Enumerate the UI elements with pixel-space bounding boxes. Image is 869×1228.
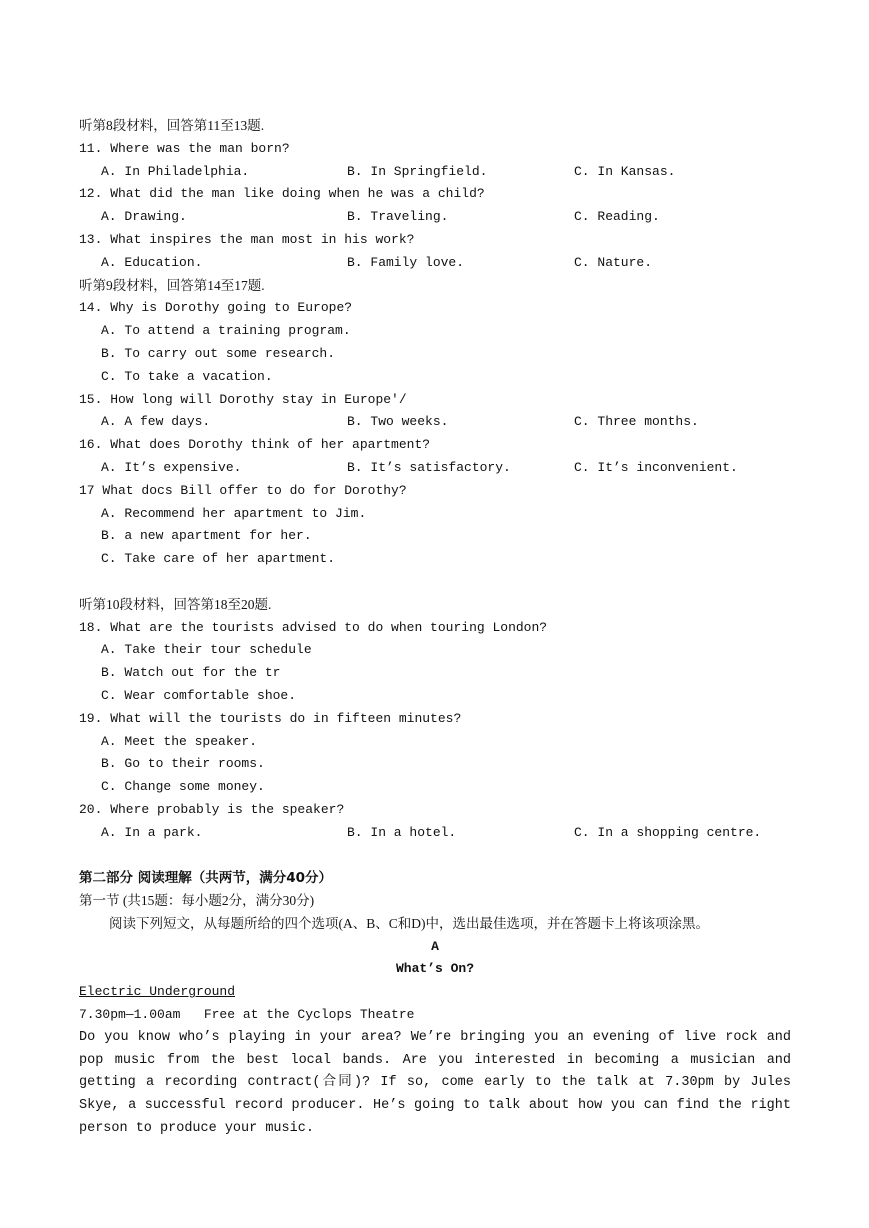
question-14: 14. Why is Dorothy going to Europe? — [79, 300, 353, 316]
q13-option-a[interactable]: A. Education. — [101, 254, 203, 270]
question-18: 18. What are the tourists advised to do when touring London? — [79, 619, 548, 635]
q14-option-b[interactable]: B. To carry out some research. — [101, 345, 336, 361]
q11-option-a[interactable]: A. In Philadelphia. — [101, 163, 250, 179]
question-16-options — [79, 457, 791, 480]
question-13: 13. What inspires the man most in his work? — [79, 231, 415, 247]
q13-option-c[interactable]: C. Nature. — [574, 254, 653, 270]
q18-option-a[interactable]: A. Take their tour schedule — [101, 642, 312, 658]
section-10-header: 听第10段材料，回答第18至20题. — [79, 596, 272, 612]
q14-option-c[interactable]: C. To take a vacation. — [101, 368, 273, 384]
q13-option-b[interactable]: B. Family love. — [347, 254, 465, 270]
exam-page — [79, 115, 791, 1141]
question-15: 15. How long will Dorothy stay in Europe'/ — [79, 391, 407, 407]
question-12: 12. What did the man like doing when he was a child? — [79, 186, 485, 202]
spacer — [79, 845, 791, 868]
q12-option-c[interactable]: C. Reading. — [574, 209, 660, 225]
question-17: 17 What docs Bill offer to do for Dorothy? — [79, 482, 407, 498]
question-19: 19. What will the tourists do in fifteen minutes? — [79, 710, 462, 726]
q12-option-b[interactable]: B. Traveling. — [347, 209, 449, 225]
passage-title: What’s On? — [395, 961, 474, 977]
question-12-options — [79, 206, 791, 229]
passage-letter: A — [431, 938, 439, 954]
q19-option-c[interactable]: C. Change some money. — [101, 779, 265, 795]
q16-option-b[interactable]: B. It’s satisfactory. — [347, 459, 511, 475]
q20-option-b[interactable]: B. In a hotel. — [347, 824, 457, 840]
event-time: 7.30pm—1.00am Free at the Cyclops Theatre — [79, 1007, 415, 1023]
q18-option-c[interactable]: C. Wear comfortable shoe. — [101, 687, 297, 703]
question-16: 16. What does Dorothy think of her apartment? — [79, 437, 431, 453]
q14-option-a[interactable]: A. To attend a training program. — [101, 323, 351, 339]
question-20-options — [79, 822, 791, 845]
q15-option-b[interactable]: B. Two weeks. — [347, 414, 449, 430]
question-11-options — [79, 161, 791, 184]
event-name: Electric Underground — [79, 984, 236, 1000]
q16-option-a[interactable]: A. It’s expensive. — [101, 459, 242, 475]
q19-option-a[interactable]: A. Meet the speaker. — [101, 733, 258, 749]
q17-option-c[interactable]: C. Take care of her apartment. — [101, 551, 336, 567]
question-15-options — [79, 411, 791, 434]
q17-option-a[interactable]: A. Recommend her apartment to Jim. — [101, 505, 367, 521]
q19-option-b[interactable]: B. Go to their rooms. — [101, 756, 265, 772]
q20-option-c[interactable]: C. In a shopping centre. — [574, 824, 762, 840]
event-body: Do you know who’s playing in your area? We’re bringing you an evening of live rock and pop music from the best local bands. Are you interested in becoming a musician and getting a recording contract(合同)? If so, come early to the talk at 7.30pm by Jules Skye, a successful record producer. He’s going to talk about how you can find the right person to produce your music. — [79, 1029, 791, 1137]
q17-option-b[interactable]: B. a new apartment for her. — [101, 528, 312, 544]
q15-option-c[interactable]: C. Three months. — [574, 414, 699, 430]
q11-option-c[interactable]: C. In Kansas. — [574, 163, 676, 179]
question-20: 20. Where probably is the speaker? — [79, 801, 345, 817]
question-11: 11. Where was the man born? — [79, 140, 290, 156]
q16-option-c[interactable]: C. It’s inconvenient. — [574, 459, 738, 475]
reading-instruction: 阅读下列短文，从每题所给的四个选项(A、B、C和D)中，选出最佳选项，并在答题卡上将该项涂黑。 — [109, 915, 709, 931]
part-2-title: 第二部分 阅读理解（共两节，满分40分） — [79, 870, 332, 887]
section-1-title: 第一节 (共15题：每小题2分，满分30分) — [79, 893, 315, 909]
q20-option-a[interactable]: A. In a park. — [101, 824, 203, 840]
q12-option-a[interactable]: A. Drawing. — [101, 209, 187, 225]
section-9-header: 听第9段材料，回答第14至17题. — [79, 277, 265, 293]
q11-option-b[interactable]: B. In Springfield. — [347, 163, 488, 179]
q18-option-b[interactable]: B. Watch out for the tr — [101, 665, 281, 681]
spacer — [79, 571, 791, 594]
q15-option-a[interactable]: A. A few days. — [101, 414, 211, 430]
section-8-header: 听第8段材料，回答第11至13题. — [79, 118, 265, 133]
question-13-options — [79, 252, 791, 275]
